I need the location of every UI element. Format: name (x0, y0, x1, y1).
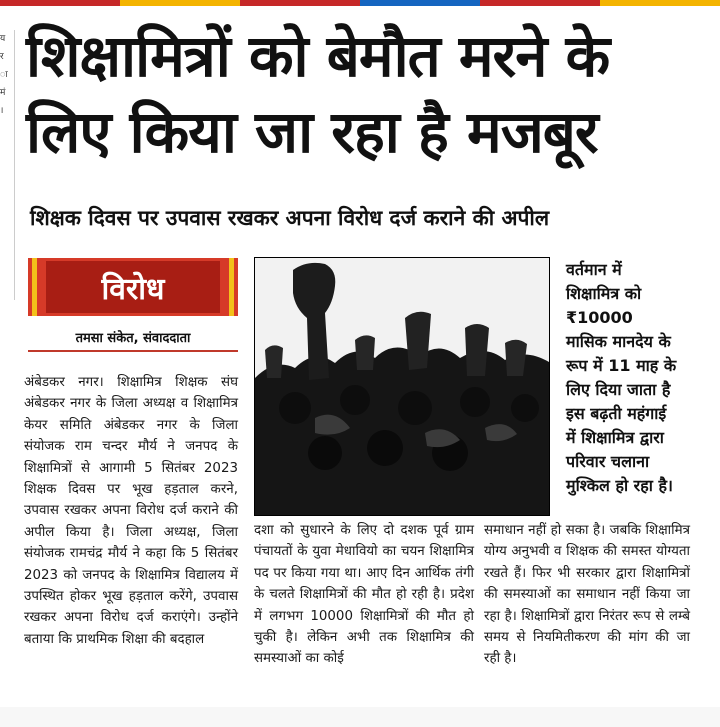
pull-quote-line: ₹10000 (566, 308, 633, 327)
pull-quote-line: इस बढ़ती महंगाई (566, 404, 667, 423)
edge-text: । (0, 106, 4, 116)
tag-label-box (46, 261, 220, 313)
color-bar-segment (600, 0, 720, 6)
edge-text: ा (0, 70, 8, 80)
headline-line-2: लिए किया जा रहा है मजबूर (26, 98, 598, 166)
pull-quote-line: रूप में 11 माह के (566, 356, 677, 375)
color-bar-segment (240, 0, 360, 6)
pull-quote-line: मासिक मानदेय के (566, 332, 671, 351)
color-bar-segment (120, 0, 240, 6)
edge-text: र (0, 52, 4, 62)
pull-quote-line: शिक्षामित्र को (566, 284, 642, 303)
tag-stripe (229, 258, 234, 316)
pull-quote-line: परिवार चलाना (566, 452, 650, 471)
tag-label: विरोध (101, 271, 165, 307)
section-tag (28, 258, 238, 316)
headline (26, 18, 716, 170)
color-bar-segment (360, 0, 480, 6)
protest-photo (254, 257, 550, 516)
color-bar-segment (0, 0, 120, 6)
body-column-2: दशा को सुधारने के लिए दो दशक पूर्व ग्राम पंचायतों के युवा मेधावियो का चयन शिक्षामित्र पद पर किया गया था। आए दिन आर्थिक तंगी के चलते शिक्षामित्रों की मौत हो रही है। प्रदेश में लगभग 10000 शिक्षामित्रों की मौत हो चुकी है। लेकिन अभी तक शिक्षामित्र की समस्याओं का कोई (254, 523, 474, 667)
byline-rule (28, 350, 238, 352)
body-column-1: अंबेडकर नगर। शिक्षामित्र शिक्षक संघ अंबेडकर नगर के जिला अध्यक्ष व शिक्षामित्र केयर समिति अंबेडकर नगर के जिला संयोजक राम चन्दर मौर्य ने जनपद के शिक्षामित्रों से आगामी 5 सितंबर 2023 शिक्षक दिवस पर भूख हड़ताल करने, उपवास रखकर अपना विरोध दर्ज कराने की अपील किया है। जिला अध्यक्ष, जिला संयोजक रामचंद्र मौर्य ने कहा कि 5 सितंबर 2023 को जनपद के शिक्षामित्र विद्यालय में उपस्थित होकर भूख हड़ताल करेंगे, उपवास रखकर अपना विरोध दर्ज कराएंगे। उन्होंने बताया कि प्राथमिक शिक्षा की बदहाल (24, 375, 238, 647)
byline: तमसा संकेत, संवाददाता (75, 331, 191, 346)
top-color-bar (0, 0, 720, 6)
pull-quote-line: में शिक्षामित्र द्वारा (566, 428, 664, 447)
adjacent-column-fragment (0, 30, 15, 300)
pull-quote (566, 258, 696, 498)
subheadline: शिक्षक दिवस पर उपवास रखकर अपना विरोध दर्ज कराने की अपील (30, 206, 550, 230)
protest-illustration (255, 258, 549, 515)
next-article-strip (0, 707, 720, 727)
color-bar-segment (480, 0, 600, 6)
pull-quote-line: वर्तमान में (566, 260, 622, 279)
body-column-3: समाधान नहीं हो सका है। जबकि शिक्षामित्र योग्य अनुभवी व शिक्षक की समस्त योग्यता रखते हैं। फिर भी सरकार द्वारा शिक्षामित्रों की समस्याओं का समाधान नहीं किया जा रहा है। शिक्षामित्रों द्वारा निरंतर रूप से लम्बे समय से नियमितीकरण की मांग की जा रही है। (484, 523, 690, 667)
headline-line-1: शिक्षामित्रों को बेमौत मरने के (26, 22, 610, 90)
edge-text: य (0, 34, 6, 44)
tag-stripe (32, 258, 37, 316)
pull-quote-line: मुश्किल हो रहा है। (566, 476, 673, 495)
edge-text: मं (0, 88, 6, 98)
pull-quote-line: लिए दिया जाता है (566, 380, 671, 399)
